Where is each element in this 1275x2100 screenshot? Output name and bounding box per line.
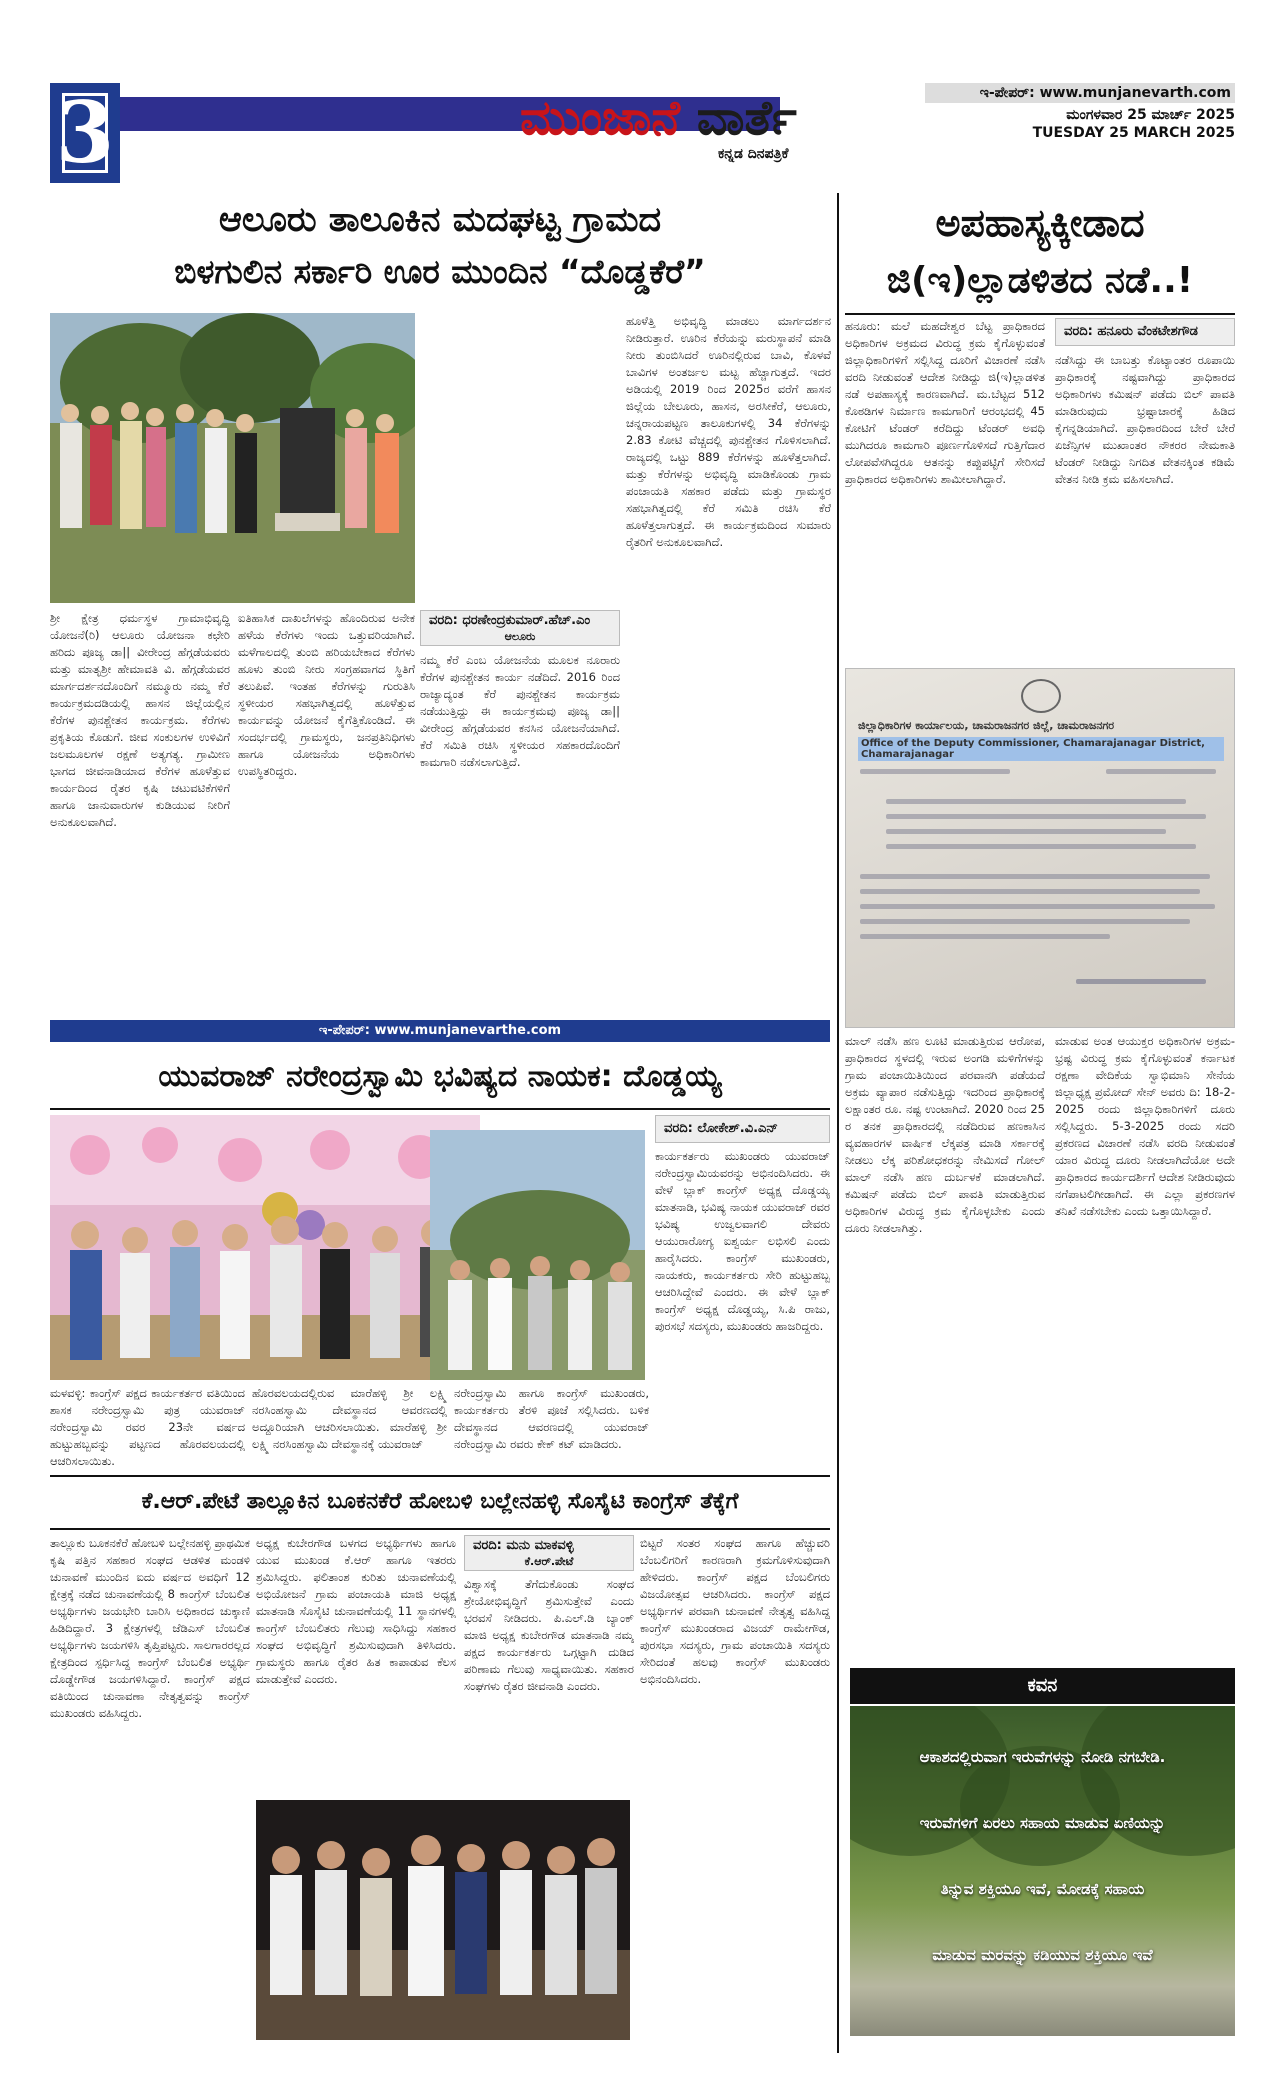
story4-byline: ವರದಿ: ಮನು ಮಾಕವಳ್ಳಿ ಕೆ.ಆರ್.ಪೇಟೆ (464, 1535, 634, 1571)
story2-headline: ಯುವರಾಜ್ ನರೇಂದ್ರಸ್ವಾಮಿ ಭವಿಷ್ಯದ ನಾಯಕ: ದೊಡ್ಡಯ್ಯ (158, 1059, 722, 1094)
doc-title: ಜಿಲ್ಲಾಧಿಕಾರಿಗಳ ಕಾರ್ಯಾಲಯ, ಚಾಮರಾಜನಗರ ಜಿಲ್ಲೆ, ಚಾಮರಾಜನಗರ (858, 719, 1115, 732)
epaper-banner[interactable]: ಇ-ಪೇಪರ್: www.munjanevarthe.com (50, 1020, 830, 1042)
story2-col1: ಮಳವಳ್ಳಿ: ಕಾಂಗ್ರೆಸ್ ಪಕ್ಷದ ಕಾರ್ಯಕರ್ತರ ವತಿಯಿಂದ ಶಾಸಕ ನರೇಂದ್ರಸ್ವಾಮಿ ಪುತ್ರ ಯುವರಾಜ್ ನರೇಂದ್ರಸ್ವಾಮಿ ರವರ 23ನೇ ವರ್ಷದ ಹುಟ್ಟುಹಬ್ಬವನ್ನು ಪಟ್ಟಣದ ಹೊರವಲಯದಲ್ಲಿ ಆಚರಿಸಲಾಯಿತು. (50, 1386, 245, 1468)
story3-col-left: ಹನೂರು: ಮಲೆ ಮಹದೇಶ್ವರ ಬೆಟ್ಟ ಪ್ರಾಧಿಕಾರದ ಅಧಿಕಾರಿಗಳ ಅಕ್ರಮದ ವಿರುದ್ಧ ಕ್ರಮ ಕೈಗೊಳ್ಳುವಂತೆ ಜಿಲ್ಲಾಧಿಕಾರಿಗಳಿಗೆ ಸಲ್ಲಿಸಿದ್ದ ದೂರಿಗೆ ವಿಚಾರಣೆ ನಡೆಸಿ ವರದಿ ನೀಡುವಂತೆ ಆದೇಶ ನೀಡಿದ್ದು ಜಿ(ಇ)ಲ್ಲಾಡಳಿತ ನಡೆ ಅಪಹಾಸ್ಯಕ್ಕೆ ಕಾರಣವಾಗಿದೆ. ಮ.ಬೆಟ್ಟದ 512 ಕೊಠಡಿಗಳ ನಿರ್ಮಾಣ ಕಾಮಗಾರಿಗೆ ಆರಂಭದಲ್ಲಿ 45 ಕೋಟಿಗೆ ಟೆಂಡರ್ ಕರೆದಿದ್ದು ಟೆಂಡರ್ ಅವಧಿ ಮುಗಿದರೂ ಕಾಮಗಾರಿ ಪೂರ್ಣಗೊಳಿಸದೆ ಗುತ್ತಿಗೆದಾರ ಲೋಪವೆಸಗಿದ್ದರೂ ಆತನನ್ನು ಕಪ್ಪುಪಟ್ಟಿಗೆ ಸೇರಿಸದೆ ಪ್ರಾಧಿಕಾರದ ಅಧಿಕಾರಿಗಳು ಶಾಮೀಲಾಗಿದ್ದಾರೆ. (845, 319, 1045, 486)
poem-box (850, 1706, 1235, 2036)
poem-line-1: ಆಕಾಶದಲ್ಲಿರುವಾಗ ಇರುವೆಗಳನ್ನು ನೋಡಿ ನಗಬೇಡಿ. (919, 1748, 1166, 1766)
story3-headline-line2: ಜಿ(ಇ)ಲ್ಲಾಡಳಿತದ ನಡೆ..! (886, 260, 1194, 301)
story4-headline: ಕೆ.ಆರ್.ಪೇಟೆ ತಾಲ್ಲೂಕಿನ ಬೂಕನಕೆರೆ ಹೋಬಳಿ ಬಲ್ಲೇನಹಳ್ಳಿ ಸೊಸೈಟಿ ಕಾಂಗ್ರೆಸ್ ತೆಕ್ಕೆಗೆ (141, 1489, 739, 1514)
newspaper-logo (520, 88, 797, 148)
story2-right-col: ಕಾರ್ಯಕರ್ತರು ಮುಖಂಡರು ಯುವರಾಜ್ ನರೇಂದ್ರಸ್ವಾಮಿಯವರನ್ನು ಅಭಿನಂದಿಸಿದರು. ಈ ವೇಳೆ ಬ್ಲಾಕ್ ಕಾಂಗ್ರೆಸ್ ಅಧ್ಯಕ್ಷ ದೊಡ್ಡಯ್ಯ ಮಾತನಾಡಿ, ಭವಿಷ್ಯ ನಾಯಕ ಯುವರಾಜ್ ರವರ ಭವಿಷ್ಯ ಉಜ್ವಲವಾಗಲಿ ದೇವರು ಆಯುರಾರೋಗ್ಯ ಐಶ್ವರ್ಯ ಲಭಿಸಲಿ ಎಂದು ಹಾರೈಸಿದರು. ಕಾಂಗ್ರೆಸ್ ಮುಖಂಡರು, ನಾಯಕರು, ಕಾರ್ಯಕರ್ತರು ಸೇರಿ ಹುಟ್ಟುಹಬ್ಬ ಆಚರಿಸಿದ್ದೇವೆ ಎಂದರು. ಈ ವೇಳೆ ಬ್ಲಾಕ್ ಕಾಂಗ್ರೆಸ್ ಅಧ್ಯಕ್ಷ ದೊಡ್ಡಯ್ಯ, ಸಿ.ಪಿ ರಾಜು, ಪುರಸಭೆ ಸದಸ್ಯರು, ಮುಖಂಡರು ಹಾಜರಿದ್ದರು. (655, 1149, 830, 1333)
story3-col-bottom-right: ಮಾಡುವ ಅಂತ ಆಯುಕ್ತರ ಅಧಿಕಾರಿಗಳ ಅಕ್ರಮ-ಭ್ರಷ್ಟ ವಿರುದ್ಧ ಕ್ರಮ ಕೈಗೊಳ್ಳುವಂತೆ ಕರ್ನಾಟಕ ರಕ್ಷಣಾ ವೇದಿಕೆಯ ಸ್ವಾಭಿಮಾನಿ ಸೇನೆಯ ಜಿಲ್ಲಾಧ್ಯಕ್ಷ ಪ್ರಮೋದ್ ಸೇನ್ ಅವರು ದಿ: 18-2-2025 ರಂದು ಜಿಲ್ಲಾಧಿಕಾರಿಗಳಿಗೆ ದೂರು ಸಲ್ಲಿಸಿದ್ದರು. 5-3-2025 ರಂದು ಸದರಿ ಪ್ರಕರಣದ ವಿಚಾರಣೆ ನಡೆಸಿ ವರದಿ ನೀಡುವಂತೆ ಯಾರ ವಿರುದ್ಧ ದೂರು ನೀಡಲಾಗಿದೆಯೋ ಅದೇ ಪ್ರಾಧಿಕಾರದ ಕಾರ್ಯದರ್ಶಿಗೆ ಆದೇಶ ನೀಡಿರುವುದು ನಗೆಪಾಟಲಿಗೀಡಾಗಿದೆ. ಈ ಎಲ್ಲಾ ಪ್ರಕರಣಗಳ ತನಿಖೆ ನಡೆಸಬೇಕು ಎಂದು ಒತ್ತಾಯಿಸಿದ್ದಾರೆ. (1055, 1034, 1235, 1218)
story3-byline: ವರದಿ: ಹನೂರು ವೆಂಕಟೇಶಗೌಡ (1055, 318, 1235, 346)
date-kannada: ಮಂಗಳವಾರ 25 ಮಾರ್ಚ್ 2025 (1066, 107, 1235, 123)
story2-rule (50, 1108, 830, 1110)
story1-byline: ವರದಿ: ಧರಣೇಂದ್ರಕುಮಾರ್.ಹೆಚ್.ಎಂ ಆಲೂರು (420, 610, 620, 646)
story3-col-right: ನಡೆಸಿದ್ದು ಈ ಬಾಬತ್ತು ಕೊಟ್ಯಾಂತರ ರೂಪಾಯಿ ಪ್ರಾಧಿಕಾರಕ್ಕೆ ನಷ್ಟವಾಗಿದ್ದು ಪ್ರಾಧಿಕಾರದ ಅಧಿಕಾರಿಗಳು ಕಮಿಷನ್ ಪಡೆದು ಬಿಲ್ ಪಾವತಿ ಮಾಡಿರುವುದು ಭ್ರಷ್ಟಾಚಾರಕ್ಕೆ ಹಿಡಿದ ಕೈಗನ್ನಡಿಯಾಗಿದೆ. ಪ್ರಾಧಿಕಾರದಿಂದ ಬೇರೆ ಬೇರೆ ಏಜೆನ್ಸಿಗಳ ಮುಖಾಂತರ ನೌಕರರ ನೇಮಕಾತಿ ಟೆಂಡರ್ ನೀಡಿದ್ದು ನಿಗದಿತ ವೇತನಕ್ಕಿಂತ ಕಡಿಮೆ ವೇತನ ನೀಡಿ ಕ್ರಮ ವಹಿಸಲಾಗಿದೆ. (1055, 353, 1235, 486)
logo-part1: ಮುಂಜಾನೆ (520, 90, 680, 146)
story2-col3: ನರೇಂದ್ರಸ್ವಾಮಿ ಹಾಗೂ ಕಾಂಗ್ರೆಸ್ ಮುಖಂಡರು, ಕಾರ್ಯಕರ್ತರು ತೆರಳಿ ಪೂಜೆ ಸಲ್ಲಿಸಿದರು. ಬಳಿಕ ದೇವಸ್ಥಾನದ ಆವರಣದಲ್ಲಿ ಯುವರಾಜ್ ನರೇಂದ್ರಸ್ವಾಮಿ ರವರು ಕೇಕ್ ಕಟ್ ಮಾಡಿದರು. (454, 1386, 649, 1451)
story1-photo (50, 313, 415, 603)
story1-col3: ನಮ್ಮ ಕೆರೆ ಎಂಬ ಯೋಜನೆಯ ಮೂಲಕ ನೂರಾರು ಕೆರೆಗಳ ಪುನಶ್ಚೇತನ ಕಾರ್ಯ ನಡೆದಿದೆ. 2016 ರಿಂದ ರಾಜ್ಯಾದ್ಯಂತ ಕೆರೆ ಪುನಶ್ಚೇತನ ಕಾರ್ಯಕ್ರಮ ನಡೆಯುತ್ತಿದ್ದು ಈ ಕಾರ್ಯಕ್ರಮವು ಪೂಜ್ಯ ಡಾ|| ವೀರೇಂದ್ರ ಹೆಗ್ಗಡೆಯವರ ಕನಸಿನ ಯೋಜನೆಯಾಗಿದೆ. ಕೆರೆ ಸಮಿತಿ ರಚಿಸಿ ಸ್ಥಳೀಯರ ಸಹಕಾರದೊಂದಿಗೆ ಕಾಮಗಾರಿ ನಡೆಸಲಾಗುತ್ತಿದೆ. (420, 653, 620, 769)
story2-photo-left (50, 1115, 480, 1380)
tagline: ಕನ್ನಡ ದಿನಪತ್ರಿಕೆ (718, 146, 789, 162)
story1-headline-line1: ಆಲೂರು ತಾಲೂಕಿನ ಮದಘಟ್ಟ ಗ್ರಾಮದ (218, 200, 662, 240)
story3-headline-line1: ಅಪಹಾಸ್ಯಕ್ಕೀಡಾದ (935, 201, 1145, 245)
poem-heading: ಕವನ (850, 1668, 1235, 1704)
epaper-url[interactable]: ಇ-ಪೇಪರ್: www.munjanevarth.com (925, 83, 1235, 103)
story4-rule-top (50, 1475, 830, 1477)
story4-col4: ಬಿಟ್ಟರೆ ಸಂತರ ಸಂಘದ ಹಾಗೂ ಹೆಚ್ಚುವರಿ ಬೆಂಬಲಿಗರಿಗೆ ಕಾರಣರಾಗಿ ಕ್ರಮಗೊಳಿಸುವುದಾಗಿ ಹೇಳಿದರು. ಕಾಂಗ್ರೆಸ್ ಪಕ್ಷದ ಬೆಂಬಲಿಗರು ವಿಜಯೋತ್ಸವ ಆಚರಿಸಿದರು. ಕಾಂಗ್ರೆಸ್ ಪಕ್ಷದ ಅಭ್ಯರ್ಥಿಗಳ ಪರವಾಗಿ ಚುನಾವಣೆ ನೇತೃತ್ವ ವಹಿಸಿದ್ದ ಕಾಂಗ್ರೆಸ್ ಮುಖಂಡರಾದ ವಿಜಯ್ ರಾಮೇಗೌಡ, ಪುರಸಭಾ ಸದಸ್ಯರು, ಗ್ರಾಮ ಪಂಚಾಯಿತಿ ಸದಸ್ಯರು ಸೇರಿದಂತೆ ಹಲವು ಕಾಂಗ್ರೆಸ್ ಮುಖಂಡರು ಅಭಿನಂದಿಸಿದರು. (640, 1536, 830, 1686)
column-divider (837, 193, 839, 2053)
story1-col2: ಐತಿಹಾಸಿಕ ದಾಖಲೆಗಳನ್ನು ಹೊಂದಿರುವ ಅನೇಕ ಹಳೆಯ ಕೆರೆಗಳು ಇಂದು ಒತ್ತುವರಿಯಾಗಿವೆ. ಮಳೆಗಾಲದಲ್ಲಿ ತುಂಬಿ ಹರಿಯಬೇಕಾದ ಕೆರೆಗಳು ಹೂಳು ತುಂಬಿ ನೀರು ಸಂಗ್ರಹವಾಗದ ಸ್ಥಿತಿಗೆ ತಲುಪಿವೆ. ಇಂತಹ ಕೆರೆಗಳನ್ನು ಗುರುತಿಸಿ ಸ್ಥಳೀಯರ ಸಹಭಾಗಿತ್ವದಲ್ಲಿ ಹೂಳೆತ್ತುವ ಕಾರ್ಯವನ್ನು ಯೋಜನೆ ಕೈಗೆತ್ತಿಕೊಂಡಿದೆ. ಈ ಸಂದರ್ಭದಲ್ಲಿ ಗ್ರಾಮಸ್ಥರು, ಜನಪ್ರತಿನಿಧಿಗಳು ಹಾಗೂ ಯೋಜನೆಯ ಅಧಿಕಾರಿಗಳು ಉಪಸ್ಥಿತರಿದ್ದರು. (238, 611, 415, 778)
story3-rule (845, 313, 1235, 315)
poem-line-2: ಇರುವೆಗಳಿಗೆ ಏರಲು ಸಹಾಯ ಮಾಡುವ ಏಣಿಯನ್ನು (919, 1814, 1166, 1832)
story4-photo (256, 1800, 630, 2040)
story1-headline-line2: ಬಿಳಗುಲಿನ ಸರ್ಕಾರಿ ಊರ ಮುಂದಿನ “ದೊಡ್ಡಕೆರೆ” (174, 252, 706, 291)
story1-col4: ಹೂಳೆತ್ತಿ ಅಭಿವೃದ್ಧಿ ಮಾಡಲು ಮಾರ್ಗದರ್ಶನ ನೀಡಿರುತ್ತಾರೆ. ಊರಿನ ಕೆರೆಯನ್ನು ಮರುಸ್ಥಾಪನೆ ಮಾಡಿ ನೀರು ತುಂಬಿಸಿದರೆ ಊರಿನಲ್ಲಿರುವ ಬಾವಿ, ಕೊಳವೆ ಬಾವಿಗಳ ಅಂತರ್ಜಲ ಮಟ್ಟ ಹೆಚ್ಚಾಗುತ್ತದೆ. ಇದರ ಅಡಿಯಲ್ಲಿ 2019 ರಿಂದ 2025ರ ವರೆಗೆ ಹಾಸನ ಜಿಲ್ಲೆಯ ಬೇಲೂರು, ಹಾಸನ, ಅರಸೀಕೆರೆ, ಆಲೂರು, ಚನ್ನರಾಯಪಟ್ಟಣ ತಾಲೂಕುಗಳಲ್ಲಿ 34 ಕೆರೆಗಳನ್ನು 2.83 ಕೋಟಿ ವೆಚ್ಚದಲ್ಲಿ ಪುನಶ್ಚೇತನ ಗೊಳಿಸಲಾಗಿದೆ. ರಾಜ್ಯದಲ್ಲಿ ಒಟ್ಟು 889 ಕೆರೆಗಳನ್ನು ಹೂಳೆತ್ತಲಾಗಿದೆ. ಮತ್ತು ಕೆರೆಗಳನ್ನು ಅಭಿವೃದ್ಧಿ ಮಾಡಿಕೊಂಡು ಗ್ರಾಮ ಪಂಚಾಯತಿ ಸಹಕಾರ ಪಡೆದು ಮತ್ತು ಗ್ರಾಮಸ್ಥರ ಸಹಭಾಗಿತ್ವದಲ್ಲಿ ಕೆರೆ ಸಮಿತಿ ರಚಿಸಿ ಕೆರೆ ಹೂಳೆತ್ತಲಾಗುತ್ತದೆ. ಈ ಕಾರ್ಯಕ್ರಮದಿಂದ ಸುಮಾರು ರೈತರಿಗೆ ಅನುಕೂಲವಾಗಿದೆ. (626, 314, 831, 549)
story4-col2: ಅಧ್ಯಕ್ಷ ಕುಬೇರಗೌಡ ಬಳಗದ ಅಭ್ಯರ್ಥಿಗಳು ಹಾಗೂ ಯುವ ಮುಖಂಡ ಕೆ.ಆರ್ ಹಾಗೂ ಇತರರು ಶ್ರಮಿಸಿದ್ದರು. ಫಲಿತಾಂಶ ಕುರಿತು ಚುನಾವಣೆಯಲ್ಲಿ ಅಭಿಯೋಜನೆ ಗ್ರಾಮ ಪಂಚಾಯತಿ ಮಾಜಿ ಅಧ್ಯಕ್ಷ ಮಾತನಾಡಿ ಸೊಸೈಟಿ ಚುನಾವಣೆಯಲ್ಲಿ 11 ಸ್ಥಾನಗಳಲ್ಲಿ ಕಾಂಗ್ರೆಸ್ ಬೆಂಬಲಿತರು ಗೆಲುವು ಸಾಧಿಸಿದ್ದು ಸಹಕಾರ ಸಂಘದ ಅಭಿವೃದ್ಧಿಗೆ ಶ್ರಮಿಸುವುದಾಗಿ ತಿಳಿಸಿದರು. ಗ್ರಾಮಸ್ಥರು ಹಾಗೂ ರೈತರ ಹಿತ ಕಾಪಾಡುವ ಕೆಲಸ ಮಾಡುತ್ತೇವೆ ಎಂದರು. (256, 1536, 456, 1686)
masthead (50, 83, 1235, 183)
story2-byline: ವರದಿ: ಲೋಕೇಶ್.ವಿ.ಎನ್ (655, 1115, 830, 1143)
story3-col-bottom-left: ಮಾಲ್ ನಡೆಸಿ ಹಣ ಲೂಟಿ ಮಾಡುತ್ತಿರುವ ಆರೋಪ, ಪ್ರಾಧಿಕಾರದ ಸ್ಥಳದಲ್ಲಿ ಇರುವ ಅಂಗಡಿ ಮಳಿಗೆಗಳನ್ನು ಗ್ರಾಮ ಪಂಚಾಯಿತಿಯಿಂದ ಪರವಾನಗಿ ಪಡೆಯದೆ ಅಕ್ರಮ ವ್ಯಾಪಾರ ನಡೆಸುತ್ತಿದ್ದು ಇದರಿಂದ ಪ್ರಾಧಿಕಾರಕ್ಕೆ ಲಕ್ಷಾಂತರ ರೂ. ನಷ್ಟ ಉಂಟಾಗಿದೆ. 2020 ರಿಂದ 25 ರ ತನಕ ಪ್ರಾಧಿಕಾರದಲ್ಲಿ ನಡೆದಿರುವ ಹಣಕಾಸಿನ ವ್ಯವಹಾರಗಳ ವಾರ್ಷಿಕ ಲೆಕ್ಕಪತ್ರ ಮಾಡಿ ಸರ್ಕಾರಕ್ಕೆ ನೀಡಲು ಲೆಕ್ಕ ಪರಿಶೋಧಕರನ್ನು ನೇಮಿಸದೆ ಗೋಲ್ ಮಾಲ್ ನಡೆಸಿ ಹಣ ದುರ್ಬಳಕೆ ಮಾಡಲಾಗಿದೆ. ಕಮಿಷನ್ ಪಡೆದು ಬಿಲ್ ಪಾವತಿ ಮಾಡುತ್ತಿರುವ ಅಧಿಕಾರಿಗಳ ವಿರುದ್ಧ ಕ್ರಮ ಕೈಗೊಳ್ಳಬೇಕು ಎಂದು ದೂರು ನೀಡಲಾಗಿತ್ತು. (845, 1034, 1045, 1235)
story4-col3: ವಿಶ್ವಾಸಕ್ಕೆ ತೆಗೆದುಕೊಂಡು ಸಂಘದ ಶ್ರೇಯೋಭಿವೃದ್ಧಿಗೆ ಶ್ರಮಿಸುತ್ತೇವೆ ಎಂದು ಭರವಸೆ ನೀಡಿದರು. ಪಿ.ಎಲ್.ಡಿ ಬ್ಯಾಂಕ್ ಮಾಜಿ ಅಧ್ಯಕ್ಷ ಕುಬೇರಗೌಡ ಮಾತನಾಡಿ ನಮ್ಮ ಪಕ್ಷದ ಕಾರ್ಯಕರ್ತರು ಒಗ್ಗಟ್ಟಾಗಿ ದುಡಿದ ಪರಿಣಾಮ ಗೆಲುವು ಸಾಧ್ಯವಾಯಿತು. ಸಹಕಾರ ಸಂಘಗಳು ರೈತರ ಜೀವನಾಡಿ ಎಂದರು. (464, 1577, 634, 1693)
poem-line-4: ಮಾಡುವ ಮರವನ್ನು ಕಡಿಯುವ ಶಕ್ತಿಯೂ ಇವೆ (932, 1946, 1153, 1964)
story1-col1: ಶ್ರೀ ಕ್ಷೇತ್ರ ಧರ್ಮಸ್ಥಳ ಗ್ರಾಮಾಭಿವೃದ್ಧಿ ಯೋಜನೆ(ರಿ) ಆಲೂರು ಯೋಜನಾ ಕಛೇರಿ ಹರಿದು ಪೂಜ್ಯ ಡಾ|| ವೀರೇಂದ್ರ ಹೆಗ್ಗಡೆಯವರು ಮತ್ತು ಮಾತೃಶ್ರೀ ಹೇಮಾವತಿ ವಿ. ಹೆಗ್ಗಡೆಯವರ ಮಾರ್ಗದರ್ಶನದೊಂದಿಗೆ ನಮ್ಮೂರು ನಮ್ಮ ಕೆರೆ ಕಾರ್ಯಕ್ರಮದಡಿಯಲ್ಲಿ ಹಾಸನ ಜಿಲ್ಲೆಯಲ್ಲಿನ ಕೆರೆಗಳ ಪುನಶ್ಚೇತನ ಕಾರ್ಯಕ್ರಮ. ಕೆರೆಗಳು ಪ್ರಕೃತಿಯ ಕೊಡುಗೆ. ಜೀವ ಸಂಕುಲಗಳ ಉಳಿವಿಗೆ ಜಲಮೂಲಗಳ ರಕ್ಷಣೆ ಅತ್ಯಗತ್ಯ. ಗ್ರಾಮೀಣ ಭಾಗದ ಜೀವನಾಡಿಯಾದ ಕೆರೆಗಳ ಹೂಳೆತ್ತುವ ಕಾರ್ಯದಿಂದ ರೈತರ ಕೃಷಿ ಚಟುವಟಿಕೆಗಳಿಗೆ ಹಾಗೂ ಜಾನುವಾರುಗಳ ಕುಡಿಯುವ ನೀರಿಗೆ ಅನುಕೂಲವಾಗಿದೆ. (50, 611, 230, 829)
story2-photo-right (430, 1130, 645, 1380)
logo-part2: ವಾರ್ತೆ (696, 90, 797, 146)
masthead-info (925, 83, 1235, 141)
story4-rule (50, 1528, 830, 1530)
story3-document-photo (845, 668, 1235, 1028)
story2-col2: ಹೊರವಲಯದಲ್ಲಿರುವ ಮಾರೆಹಳ್ಳಿ ಶ್ರೀ ಲಕ್ಷ್ಮಿ ನರಸಿಂಹಸ್ವಾಮಿ ದೇವಸ್ಥಾನದ ಆವರಣದಲ್ಲಿ ಅದ್ದೂರಿಯಾಗಿ ಆಚರಿಸಲಾಯಿತು. ಮಾರೆಹಳ್ಳಿ ಶ್ರೀ ಲಕ್ಷ್ಮಿ ನರಸಿಂಹಸ್ವಾಮಿ ದೇವಸ್ಥಾನಕ್ಕೆ ಯುವರಾಜ್ (252, 1386, 447, 1451)
poem-line-3: ತಿನ್ನುವ ಶಕ್ತಿಯೂ ಇವೆ, ಮೋಡಕ್ಕೆ ಸಹಾಯ (940, 1880, 1145, 1898)
story4-col1: ತಾಲ್ಲೂಕು ಬೂಕನಕೆರೆ ಹೋಬಳಿ ಬಲ್ಲೇನಹಳ್ಳಿ ಪ್ರಾಥಮಿಕ ಕೃಷಿ ಪತ್ತಿನ ಸಹಕಾರ ಸಂಘದ ಆಡಳಿತ ಮಂಡಳಿ ಚುನಾವಣೆ ಮುಂದಿನ ಐದು ವರ್ಷದ ಅವಧಿಗೆ 12 ಕ್ಷೇತ್ರಕ್ಕೆ ನಡೆದ ಚುನಾವಣೆಯಲ್ಲಿ 8 ಕಾಂಗ್ರೆಸ್ ಬೆಂಬಲಿತ ಅಭ್ಯರ್ಥಿಗಳು ಜಯಭೇರಿ ಬಾರಿಸಿ ಅಧಿಕಾರದ ಚುಕ್ಕಾಣಿ ಹಿಡಿದಿದ್ದಾರೆ. 3 ಕ್ಷೇತ್ರಗಳಲ್ಲಿ ಜೆಡಿಎಸ್ ಬೆಂಬಲಿತ ಅಭ್ಯರ್ಥಿಗಳು ಜಯಗಳಿಸಿ ತೃಪ್ತಿಪಟ್ಟರು. ಸಾಲಗಾರರಲ್ಲದ ಕ್ಷೇತ್ರದಿಂದ ಸ್ಪರ್ಧಿಸಿದ್ದ ಕಾಂಗ್ರೆಸ್ ಬೆಂಬಲಿತ ಅಭ್ಯರ್ಥಿ ದೊಡ್ಡೇಗೌಡ ಜಯಗಳಿಸಿದ್ದಾರೆ. ಕಾಂಗ್ರೆಸ್ ಪಕ್ಷದ ವತಿಯಿಂದ ಚುನಾವಣಾ ನೇತೃತ್ವವನ್ನು ಕಾಂಗ್ರೆಸ್ ಮುಖಂಡರು ವಹಿಸಿದ್ದರು. (50, 1536, 250, 1720)
date-english: TUESDAY 25 MARCH 2025 (1032, 125, 1235, 141)
page-number: 3 (50, 83, 120, 183)
doc-title-en: Office of the Deputy Commissioner, Chamarajanagar District, Chamarajanagar (858, 737, 1224, 761)
